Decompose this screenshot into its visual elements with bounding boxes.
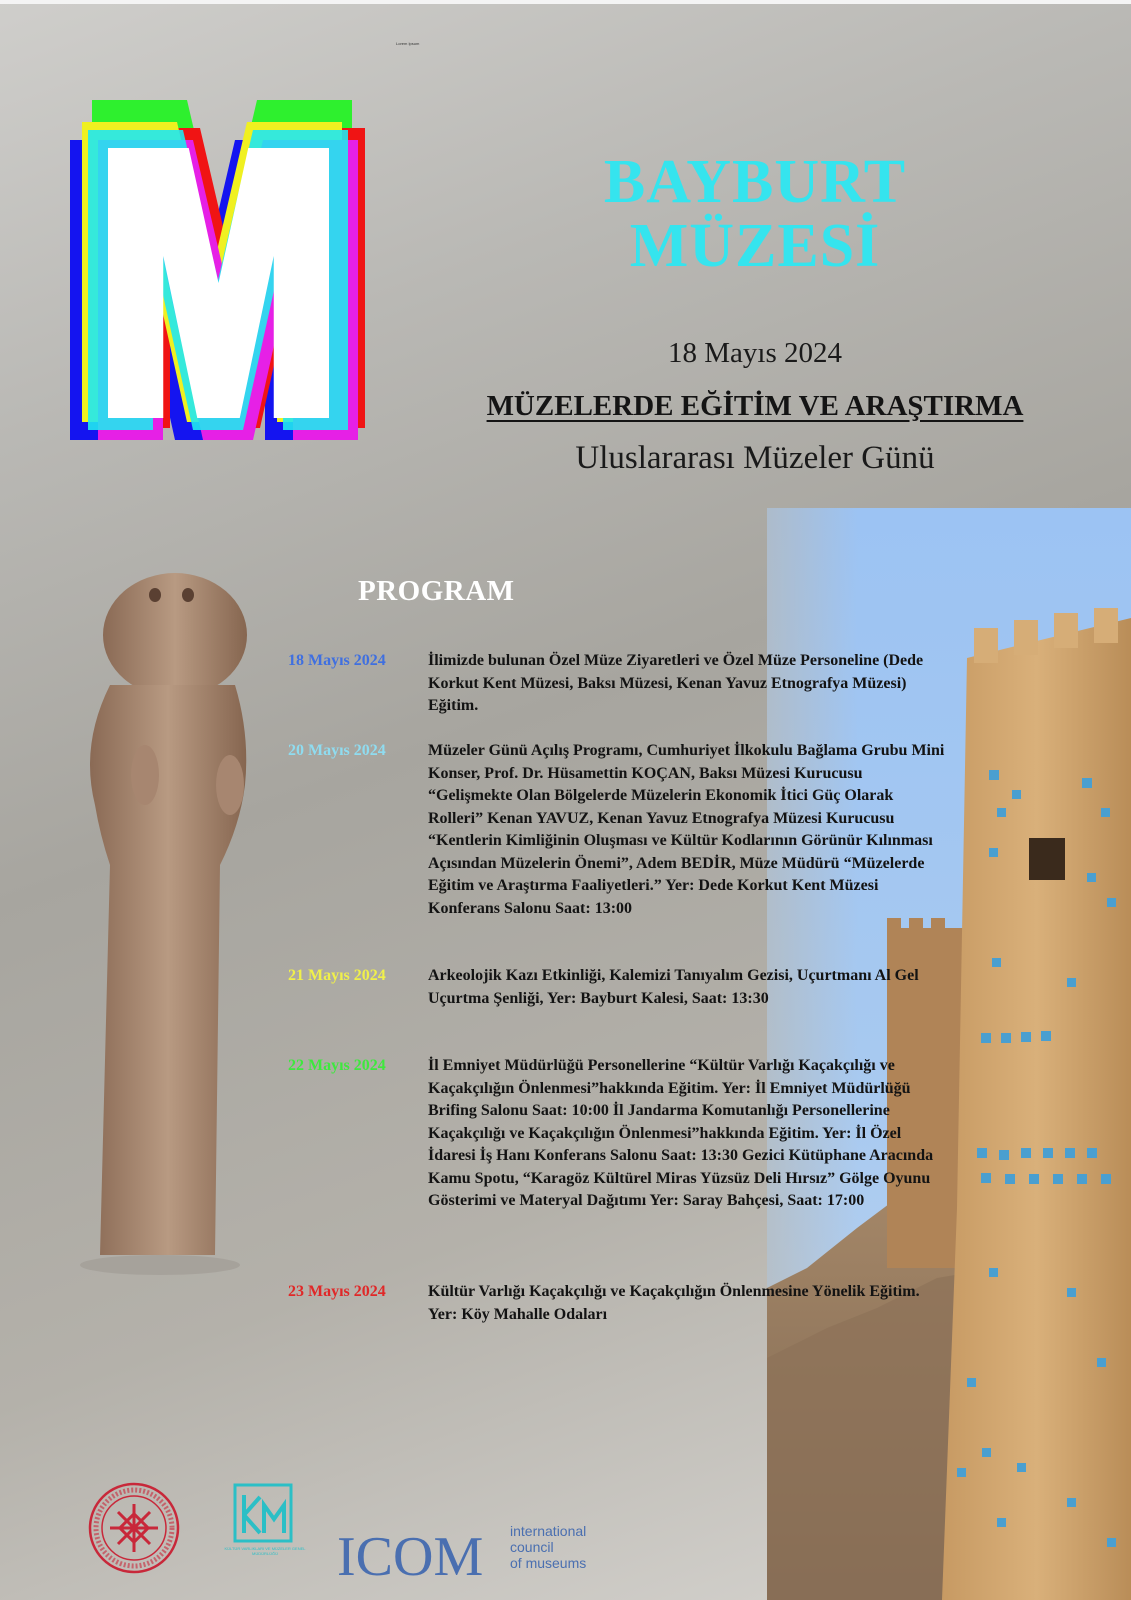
- kvmgm-logo-icon: [230, 1483, 300, 1573]
- program-item-1-text: İlimizde bulunan Özel Müze Ziyaretleri ve Özel Müze Personeline (Dede Korkut Kent Müzesi, Baksı Müzesi, Kenan Yavuz Etnografya Müzesi) Eğitim.: [428, 652, 924, 714]
- kvmgm-caption: KÜLTÜR VARLIKLARI VE MÜZELER GENEL MÜDÜRLÜĞÜ: [224, 1546, 306, 1556]
- icom-logo-icon: [337, 1523, 502, 1583]
- museum-title-line2: MÜZESİ: [629, 212, 881, 280]
- program-item-3-text: Arkeolojik Kazı Etkinliği, Kalemizi Tanıyalım Gezisi, Uçurtmanı Al Gel Uçurtma Şenliği, Yer: Bayburt Kalesi, Saat: 13:30: [428, 967, 919, 1007]
- icom-text: [510, 1523, 620, 1571]
- icom-line3: of museums: [510, 1555, 587, 1571]
- ministry-seal-icon: [88, 1482, 180, 1574]
- event-subtitle: Uluslararası Müzeler Günü: [575, 440, 935, 476]
- museum-title-line1: BAYBURT: [603, 148, 907, 216]
- program-item-4-text: İl Emniyet Müdürlüğü Personellerine “Kültür Varlığı Kaçakçılığı ve Kaçakçılığın Önlenmesi”hakkında Eğitim. Yer: İl Emniyet Müdürlüğü Brifing Salonu Saat: 10:00 İl Jandarma Komutanlığı Personellerine Kaçakçılığı ve Kaçakçılığın Önlenmesi”hakkında Eğitim. Yer: İl Özel İdaresi İş Hanı Konferans Salonu Saat: 13:30 Gezici Kütüphane Aracında Kamu Spotu, “Karagöz Kültürel Miras Yüzsüz Deli Hırsız” Gölge Oyunu Gösterimi ve Materyal Dağıtımı Yer: Saray Bahçesi, Saat: 17:00: [428, 1057, 934, 1209]
- event-date: 18 Mayıs 2024: [668, 337, 842, 369]
- program-item-3-date: 21 Mayıs 2024: [288, 967, 386, 984]
- icom-line2: council: [510, 1539, 554, 1555]
- program-item-2-date: 20 Mayıs 2024: [288, 742, 386, 759]
- event-theme: MÜZELERDE EĞİTİM VE ARAŞTIRMA: [486, 390, 1024, 422]
- program-item-4-date: 22 Mayıs 2024: [288, 1057, 386, 1074]
- program-item-5-date: 23 Mayıs 2024: [288, 1283, 386, 1300]
- m-logo-icon: [70, 100, 370, 445]
- program-heading: PROGRAM: [358, 575, 515, 607]
- program-item-5-text: Kültür Varlığı Kaçakçılığı ve Kaçakçılığın Önlenmesine Yönelik Eğitim. Yer: Köy Mahalle Odaları: [428, 1283, 920, 1323]
- figurine-image: [70, 565, 270, 1285]
- program-item-1-date: 18 Mayıs 2024: [288, 652, 386, 669]
- icom-wordmark: ICOM: [337, 1526, 484, 1583]
- tiny-caption: Lorem Ipsum: [396, 41, 420, 46]
- museum-title: [560, 150, 950, 278]
- icom-line1: international: [510, 1523, 587, 1539]
- program-item-2-text: Müzeler Günü Açılış Programı, Cumhuriyet İlkokulu Bağlama Grubu Mini Konser, Prof. Dr. Hüsamettin KOÇAN, Baksı Müzesi Kurucusu “Gelişmekte Olan Bölgelerde Müzelerin Ekonomik İtici Güç Olarak Rolleri” Kenan YAVUZ, Kenan Yavuz Etnografya Müzesi Kurucusu “Kentlerin Kimliğinin Oluşması ve Kültür Kodlarının Görünür Kılınması Açısından Müzelerin Önemi”, Adem BEDİR, Müze Müdürü “Müzelerde Eğitim ve Araştırma Faaliyetleri.” Yer: Dede Korkut Kent Müzesi Konferans Salonu Saat: 13:00: [428, 742, 945, 917]
